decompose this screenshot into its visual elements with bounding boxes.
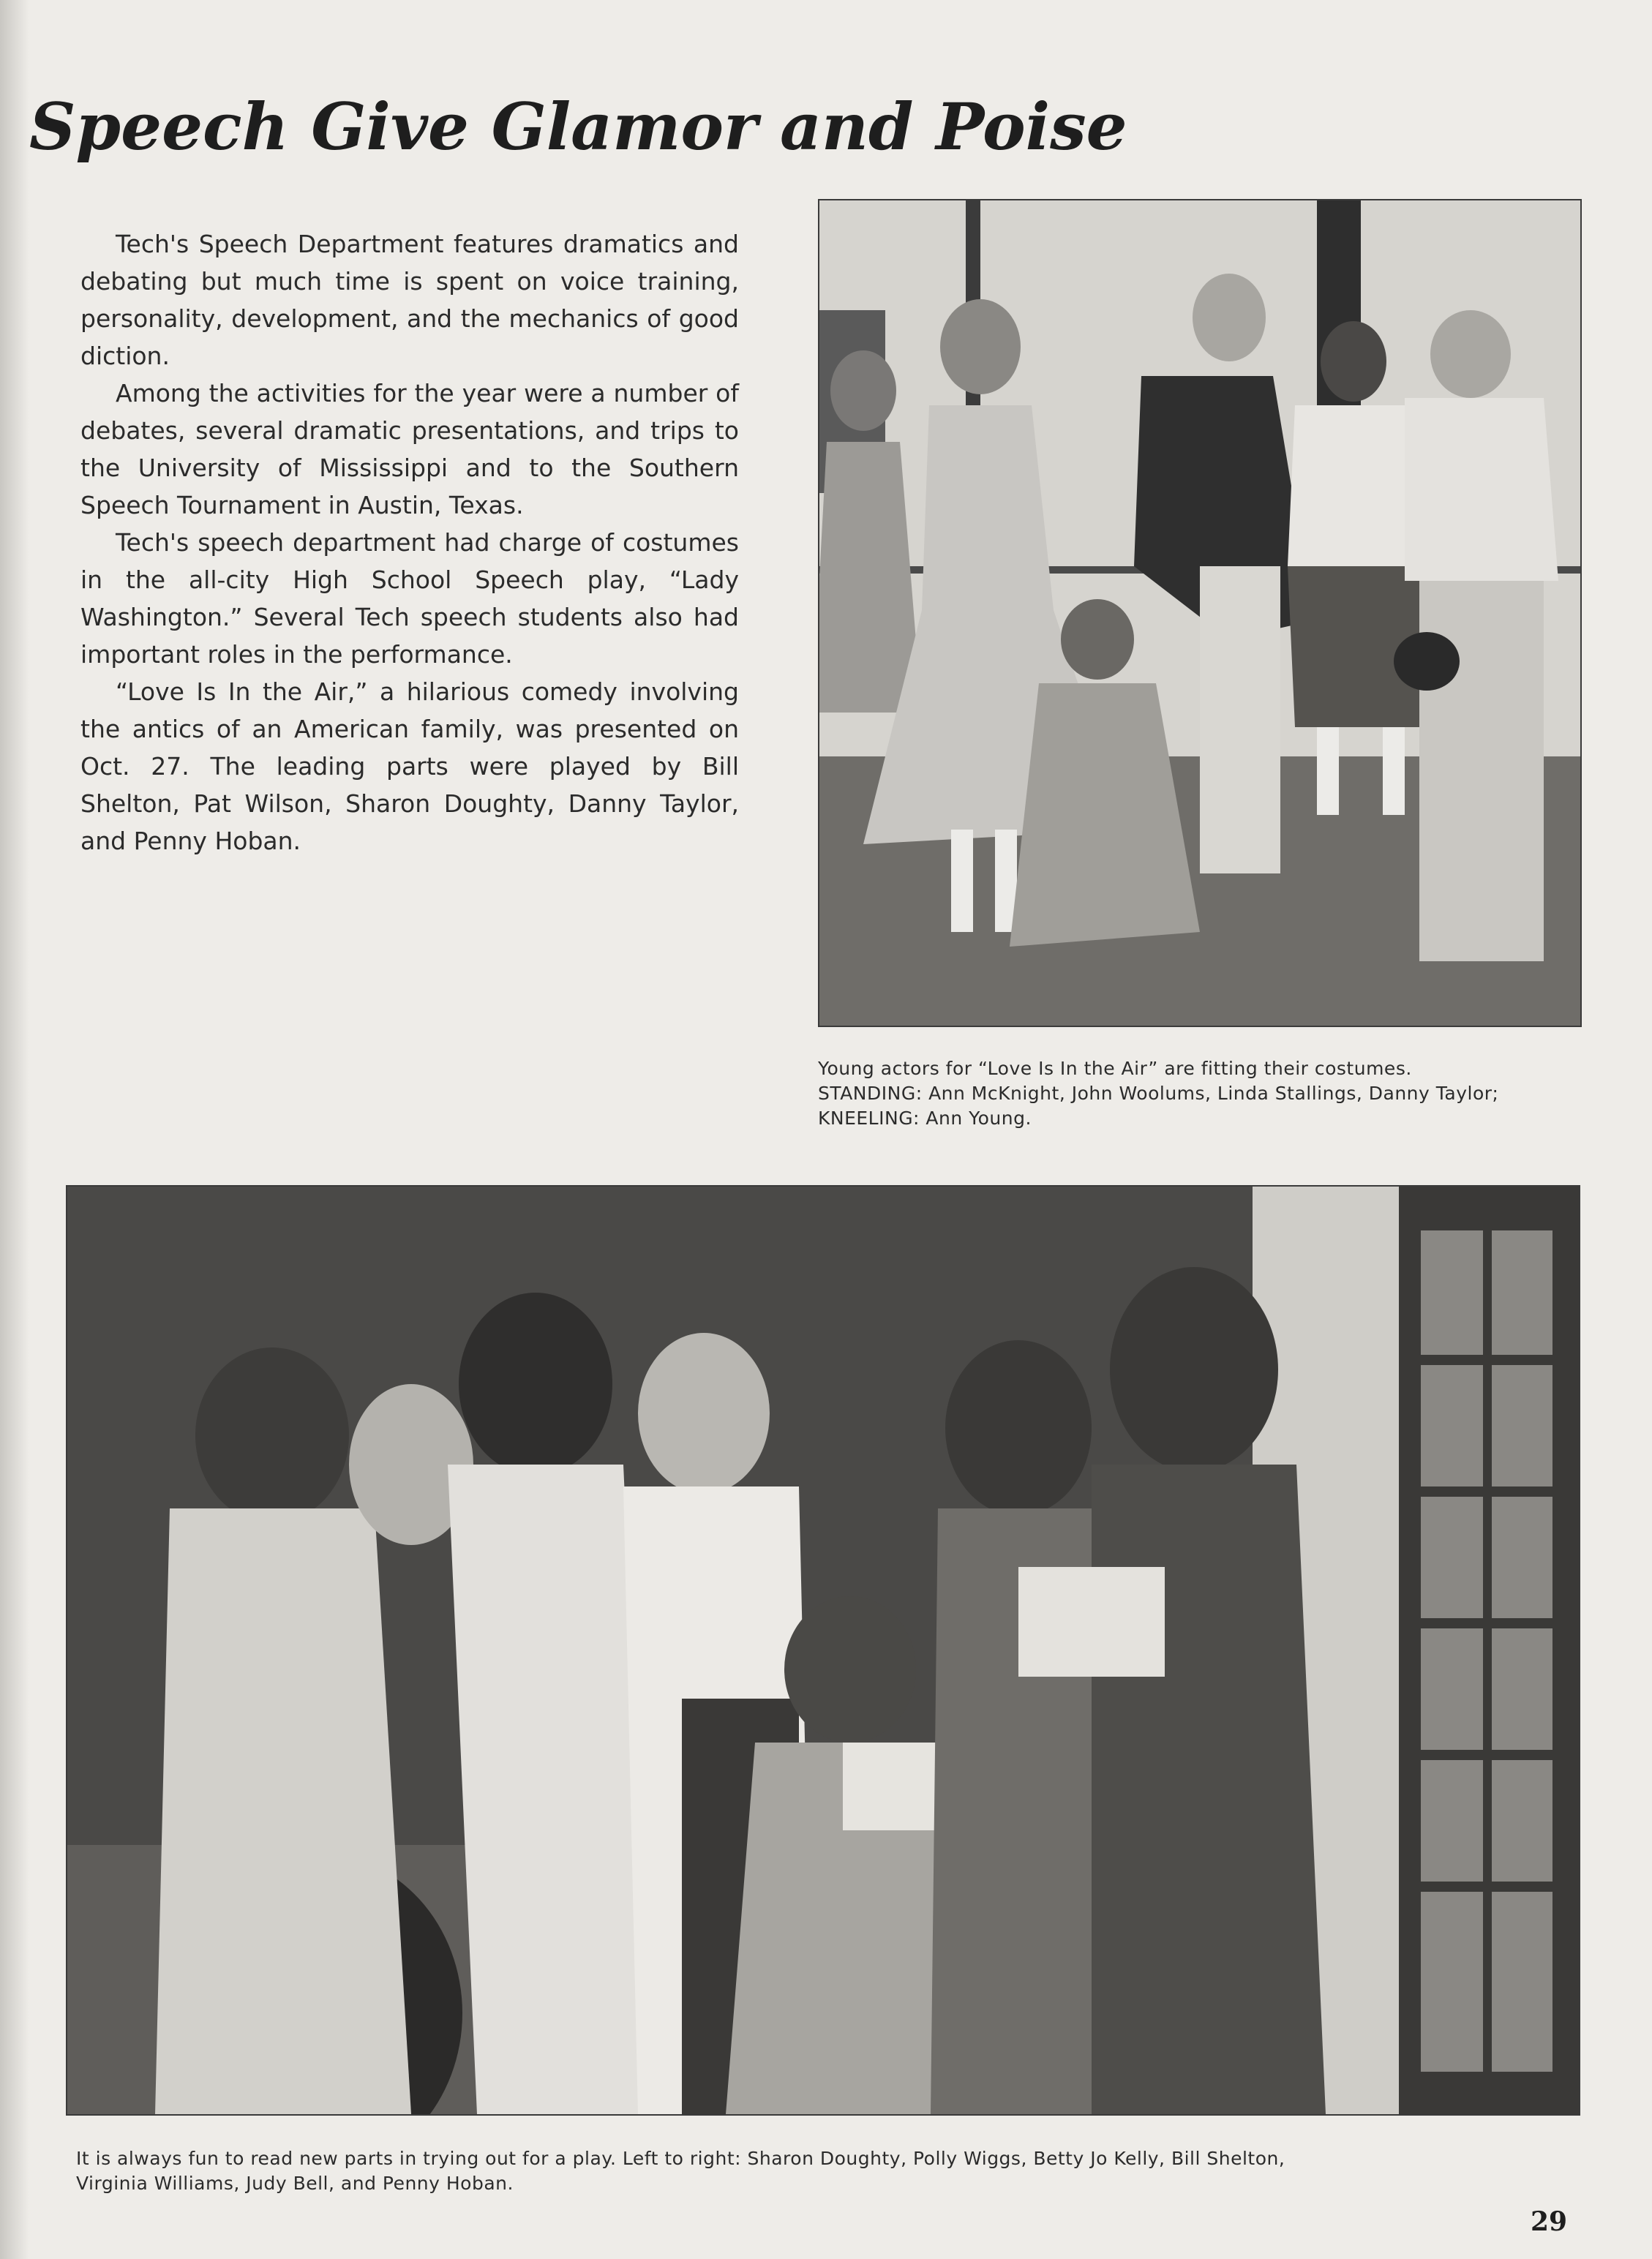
body-paragraph: Among the activities for the year were a number of debates, several dramatic presentations, and trips to the University of Mississippi and to the Southern Speech Tournament in Austin, Texas. — [80, 379, 739, 519]
caption-line: Virginia Williams, Judy Bell, and Penny Hoban. — [76, 2173, 514, 2194]
reading-photo-caption — [76, 2146, 1576, 2196]
article-body — [80, 225, 739, 860]
page-number: 29 — [1531, 2206, 1568, 2237]
body-paragraph: “Love Is In the Air,” a hilarious comedy involving the antics of an American family, was presented on Oct. 27. The leading parts were played by Bill Shelton, Pat Wilson, Sharon Doughty, Danny Taylor, and Penny Hoban. — [80, 677, 739, 855]
caption-line: It is always fun to read new parts in trying out for a play. Left to right: Sharon Doughty, Polly Wiggs, Betty Jo Kelly, Bill Shelton, — [76, 2148, 1285, 2169]
reading-parts-image — [67, 1187, 1579, 2114]
body-paragraph: Tech's Speech Department features dramatics and debating but much time is spent on voice training, personality, development, and the mechanics of good diction. — [80, 230, 739, 370]
costume-photo-caption — [818, 1056, 1582, 1131]
costume-fitting-image — [819, 200, 1580, 1026]
caption-line: KNEELING: Ann Young. — [818, 1108, 1032, 1129]
costume-fitting-photo — [818, 199, 1582, 1027]
body-paragraph: Tech's speech department had charge of costumes in the all-city High School Speech play, “Lady Washington.” Several Tech speech students also had important roles in the performance. — [80, 528, 739, 669]
caption-line: STANDING: Ann McKnight, John Woolums, Linda Stallings, Danny Taylor; — [818, 1083, 1499, 1104]
reading-parts-photo — [66, 1185, 1580, 2116]
caption-line: Young actors for “Love Is In the Air” are fitting their costumes. — [818, 1058, 1412, 1079]
page-binding-shadow — [0, 0, 29, 2259]
page-title: Speech Give Glamor and Poise — [29, 89, 1127, 165]
